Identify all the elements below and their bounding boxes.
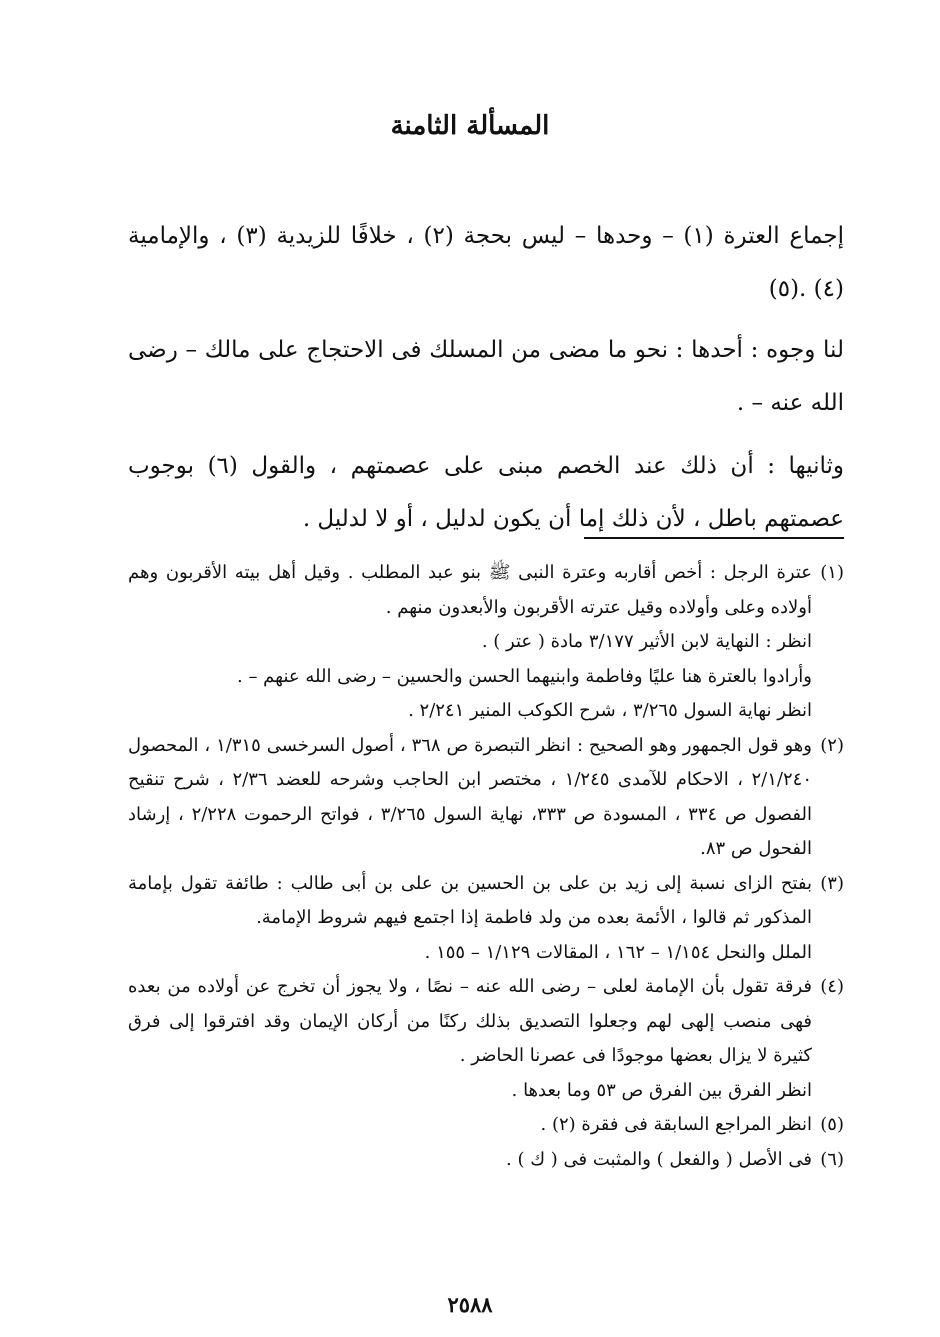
- footnote-text: انظر نهاية السول ٣/٢٦٥ ، شرح الكوكب المنير ٢/٢٤١ .: [408, 700, 812, 721]
- footnote-text: فى الأصل ( والفعل ) والمثبت فى ( ك ) .: [506, 1148, 812, 1170]
- footnote-number: (٤): [820, 976, 844, 997]
- footnote-6: [128, 1143, 844, 1178]
- footnote-text: انظر المراجع السابقة فى فقرة (٢) .: [540, 1114, 812, 1135]
- footnote-text: وهو قول الجمهور وهو الصحيح : انظر التبصرة ص ٣٦٨ ، أصول السرخسى ١/٣١٥ ، المحصول ٢/١/٢٤٠ ، الاحكام للآمدى ١/٢٤٥ ، مختصر ابن الحاجب وشرحه للعضد ٢/٣٦ ، شرح تنقيح الفصول ص ٣٣٤ ، المسودة ص ٣٣٣، نهاية السول ٣/٢٦٥ ، فواتح الرحموت ٢/٢٢٨ ، إرشاد الفحول ص ٨٣.: [128, 734, 812, 859]
- section-title: المسألة الثامنة: [390, 111, 550, 141]
- footnote-divider: [584, 537, 844, 539]
- footnote-number: (٢): [820, 734, 844, 756]
- footnote-number: (١): [820, 562, 844, 583]
- footnote-number: (٦): [820, 1148, 844, 1170]
- footnote-text: وأرادوا بالعترة هنا عليًا وفاطمة وابنيهما الحسن والحسين – رضى الله عنهم – .: [237, 665, 812, 687]
- footnote-text: انظر الفرق بين الفرق ص ٥٣ وما بعدها .: [511, 1079, 812, 1101]
- footnote-2: [128, 729, 844, 867]
- footnote-text: بفتح الزاى نسبة إلى زيد بن على بن الحسين بن على بن أبى طالب : طائفة تقول بإمامة المذكور ثم قالوا ، الأئمة بعده من ولد فاطمة إذا اجتمع فيهم شروط الإمامة.: [128, 872, 812, 928]
- paragraph-claim: إجماع العترة (١) – وحدها – ليس بحجة (٢) ، خلافًا للزيدية (٣) ، والإمامية (٤) .(٥): [128, 223, 845, 302]
- footnote-1: [128, 556, 844, 729]
- footnote-number: (٥): [820, 1114, 844, 1135]
- footnote-4: [128, 970, 844, 1108]
- footnote-text: عترة الرجل : أخص أقاربه وعترة النبى ﷺ بنو عبد المطلب . وقيل أهل بيته الأقربون وهم أولاده وعلى وأولاده وقيل عترته الأقربون والأبعدون منهم .: [128, 562, 812, 618]
- footnote-5: [128, 1108, 844, 1143]
- footnote-3: [128, 867, 844, 971]
- paragraph-second-argument: وثانيها : أن ذلك عند الخصم مبنى على عصمتهم ، والقول (٦) بوجوب عصمتهم باطل ، لأن ذلك إما أن يكون لدليل ، أو لا لدليل .: [128, 453, 844, 532]
- page-number: ٢٥٨٨: [447, 1292, 493, 1317]
- footnote-text: فرقة تقول بأن الإمامة لعلى – رضى الله عنه – نصًا ، ولا يجوز أن تخرج عن أولاده من بعده فهى منصب إلهى لهم وجعلوا التصديق بذلك ركنًا من أركان الإيمان وقد افترقوا إلى فرق كثيرة لا يزال بعضها موجودًا فى عصرنا الحاضر .: [128, 976, 812, 1066]
- paragraph-first-argument: لنا وجوه : أحدها : نحو ما مضى من المسلك فى الاحتجاج على مالك – رضى الله عنه – .: [128, 337, 844, 416]
- footnote-text: الملل والنحل ١/١٥٤ – ١٦٢ ، المقالات ١/١٢٩ – ١٥٥ .: [424, 941, 812, 963]
- footnote-text: انظر : النهاية لابن الأثير ٣/١٧٧ مادة ( عتر ) .: [481, 631, 812, 652]
- main-text: [128, 210, 844, 556]
- footnote-number: (٣): [820, 872, 844, 894]
- footnotes: [128, 556, 844, 1177]
